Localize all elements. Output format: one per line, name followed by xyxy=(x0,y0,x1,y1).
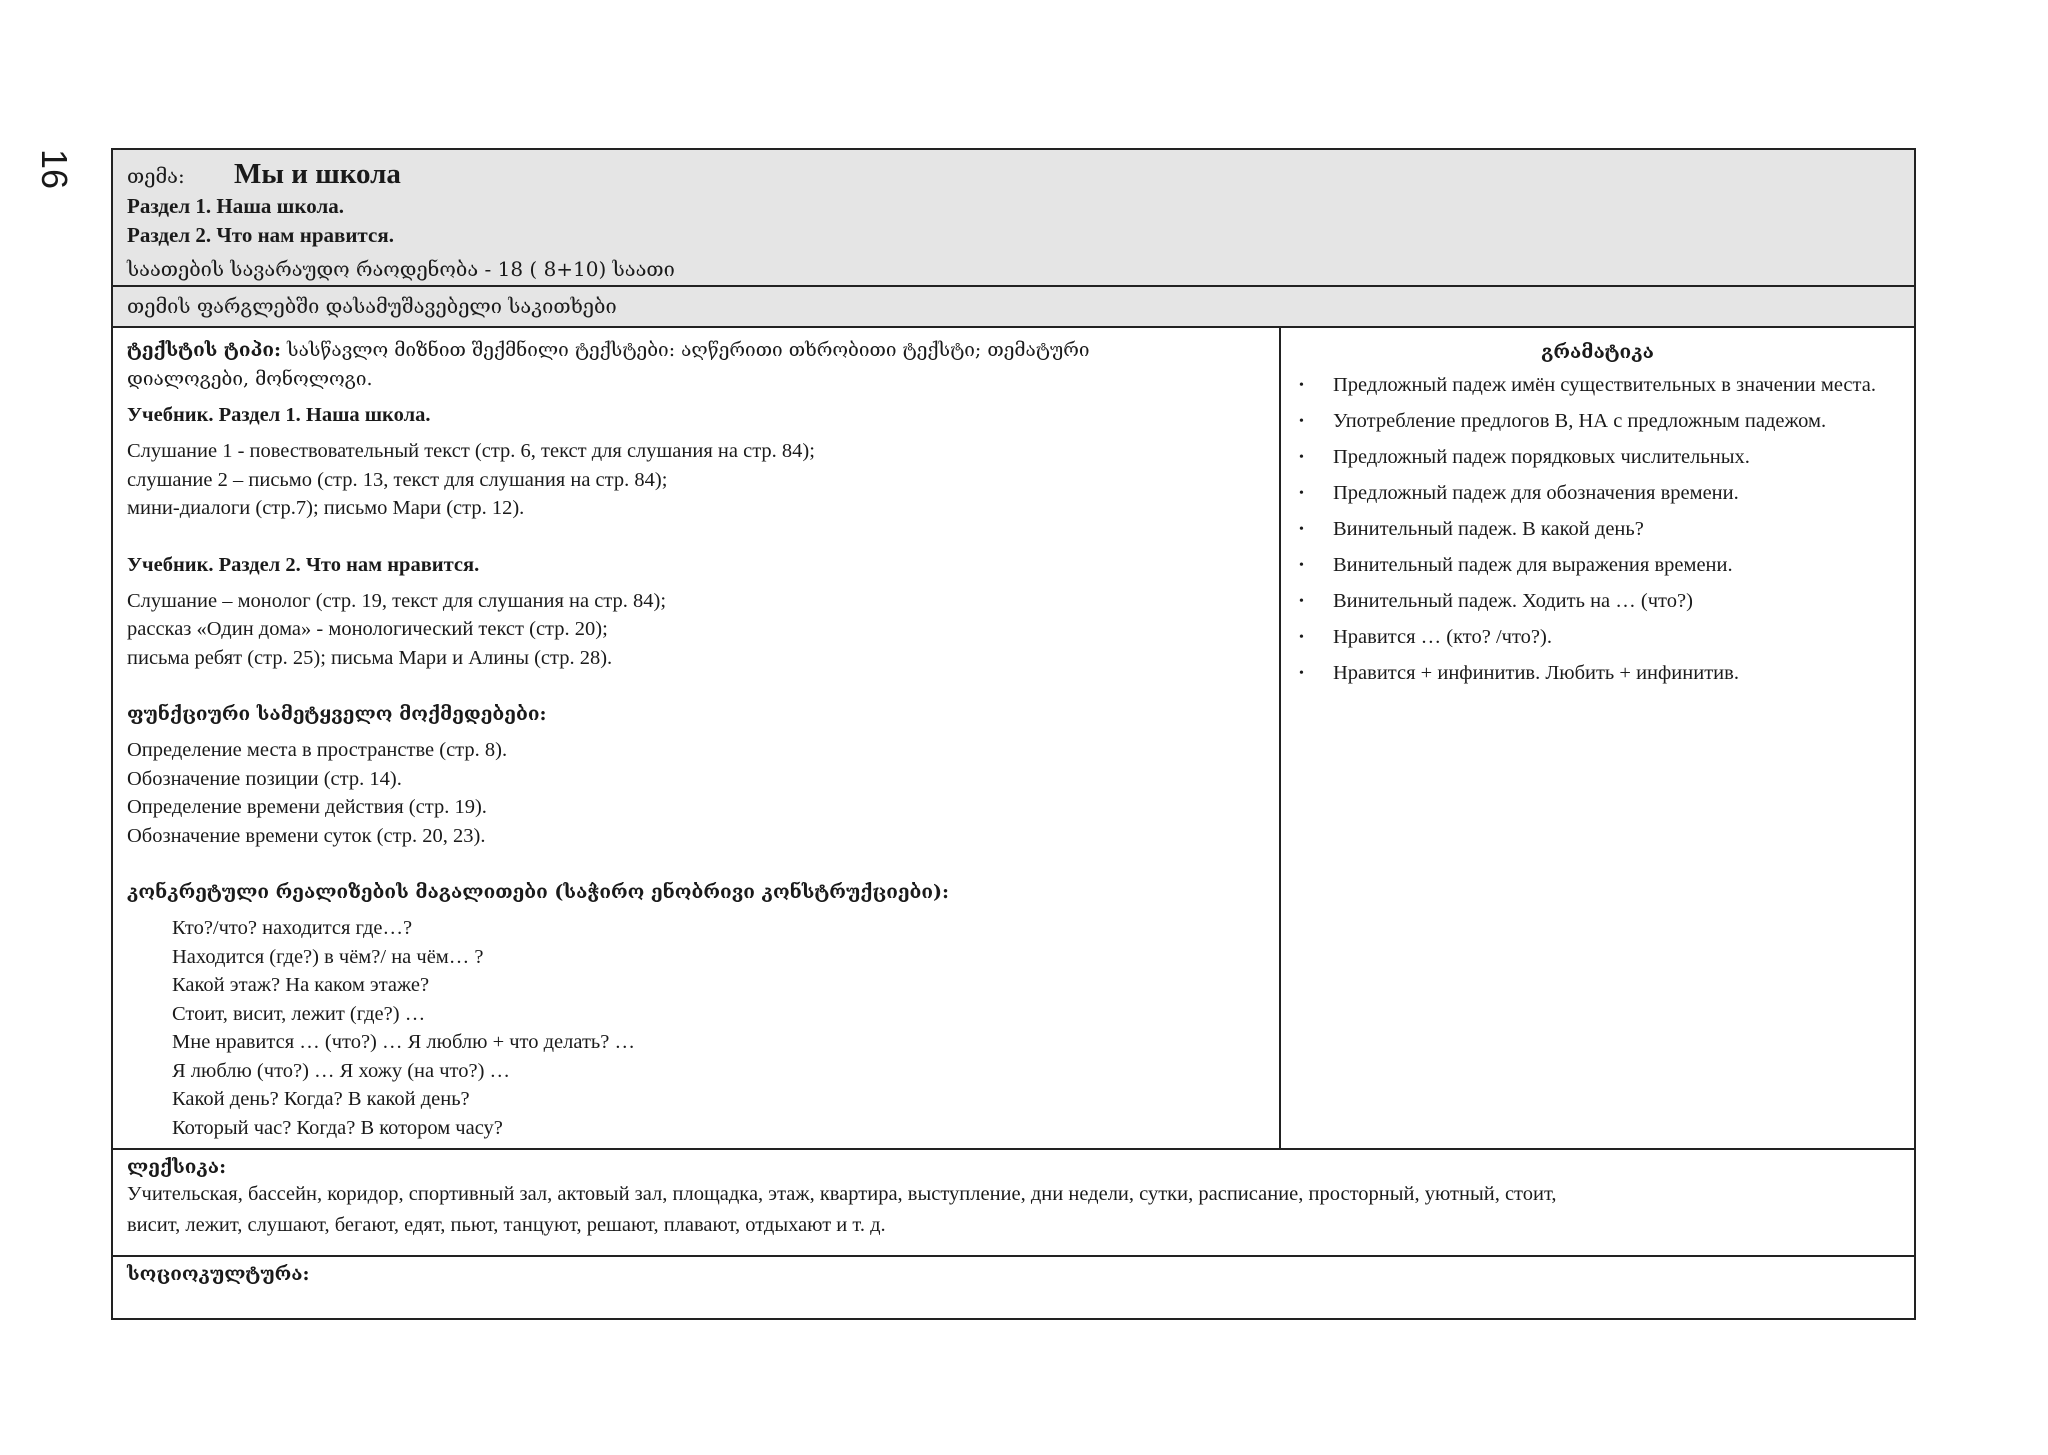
main-content-row xyxy=(113,328,1914,1150)
grammar-item: • Винительный падеж. Ходить на … (что?) xyxy=(1295,588,1900,615)
hours-estimate: საათების სავარაუდო რაოდენობა - 18 ( 8+10) საათი xyxy=(127,257,675,281)
section-1-heading: Учебник. Раздел 1. Наша школа. xyxy=(127,404,431,426)
grammar-item: • Предложный падеж для обозначения времени. xyxy=(1295,480,1900,507)
functional-line: Обозначение времени суток (стр. 20, 23). xyxy=(127,824,486,847)
section-2-line: письма ребят (стр. 25); письма Мари и Алины (стр. 28). xyxy=(127,646,613,669)
grammar-item: • Винительный падеж для выражения времени. xyxy=(1295,552,1900,579)
grammar-item: • Винительный падеж. В какой день? xyxy=(1295,516,1900,543)
topics-row: თემის ფარგლებში დასამუშავებელი საკითხები xyxy=(113,287,1914,328)
text-type-value: სასწავლო მიზნით შექმნილი ტექსტები: აღწერითი თხრობითი ტექსტი; თემატური xyxy=(281,339,1090,361)
sociocultural-label: სოციოკულტურა: xyxy=(127,1263,310,1285)
example-line: Который час? Когда? В котором часу? xyxy=(172,1116,503,1139)
section-2-title: Раздел 2. Что нам нравится. xyxy=(127,223,394,247)
example-line: Мне нравится … (что?) … Я люблю + что делать? … xyxy=(172,1031,635,1053)
functional-line: Обозначение позиции (стр. 14). xyxy=(127,767,402,790)
lexicon-line: Учительская, бассейн, коридор, спортивный зал, актовый зал, площадка, этаж, квартира, выступление, дни недели, сутки, расписание, просторный, уютный, стоит, xyxy=(127,1183,1557,1205)
lesson-plan-table xyxy=(111,148,1916,1320)
example-line: Стоит, висит, лежит (где?) … xyxy=(172,1002,426,1025)
section-2-line: рассказ «Один дома» - монологический текст (стр. 20); xyxy=(127,618,608,640)
grammar-item: • Предложный падеж порядковых числительных. xyxy=(1295,444,1900,471)
section-1-line: Слушание 1 - повествовательный текст (стр. 6, текст для слушания на стр. 84); xyxy=(127,440,815,462)
examples-heading: კონკრეტული რეალიზების მაგალითები (საჭირო ენობრივი კონსტრუქციები): xyxy=(127,881,950,903)
example-line: Находится (где?) в чём?/ на чём… ? xyxy=(172,945,484,968)
sociocultural-row xyxy=(113,1257,1914,1318)
functional-line: Определение места в пространстве (стр. 8). xyxy=(127,739,508,761)
example-line: Какой этаж? На каком этаже? xyxy=(172,974,430,996)
grammar-title: გრამატიკა xyxy=(1541,341,1654,363)
section-1-line: слушание 2 – письмо (стр. 13, текст для слушания на стр. 84); xyxy=(127,468,668,491)
grammar-list xyxy=(1295,372,1900,687)
example-line: Кто?/что? находится где…? xyxy=(172,917,413,939)
section-2-heading: Учебник. Раздел 2. Что нам нравится. xyxy=(127,553,480,576)
lexicon-row xyxy=(113,1150,1914,1257)
grammar-item: • Предложный падеж имён существительных в значении места. xyxy=(1295,372,1900,399)
left-column xyxy=(113,328,1281,1148)
section-2-line: Слушание – монолог (стр. 19, текст для слушания на стр. 84); xyxy=(127,589,667,612)
text-type-continuation: დიალოგები, მონოლოგი. xyxy=(127,367,373,390)
theme-title: Мы и школа xyxy=(234,158,401,190)
theme-header xyxy=(113,150,1914,287)
grammar-item: • Нравится … (кто? /что?). xyxy=(1295,624,1900,651)
functional-heading: ფუნქციური სამეტყველო მოქმედებები: xyxy=(127,703,547,725)
section-1-title: Раздел 1. Наша школа. xyxy=(127,194,344,218)
theme-label: თემა: xyxy=(127,164,185,188)
lexicon-line: висит, лежит, слушают, бегают, едят, пьют, танцуют, решают, плавают, отдыхают и т. д. xyxy=(127,1214,886,1236)
grammar-column xyxy=(1281,328,1914,1148)
grammar-item: • Употребление предлогов В, НА с предложным падежом. xyxy=(1295,408,1900,435)
grammar-item: • Нравится + инфинитив. Любить + инфинитив. xyxy=(1295,660,1900,687)
section-1-line: мини-диалоги (стр.7); письмо Мари (стр. 12). xyxy=(127,497,525,519)
lexicon-label: ლექსიკა: xyxy=(127,1156,227,1178)
example-line: Я люблю (что?) … Я хожу (на что?) … xyxy=(172,1059,511,1082)
functional-line: Определение времени действия (стр. 19). xyxy=(127,796,487,818)
page-number: 16 xyxy=(34,149,75,190)
example-line: Какой день? Когда? В какой день? xyxy=(172,1088,470,1110)
text-type-label: ტექსტის ტიპი: xyxy=(127,339,281,361)
